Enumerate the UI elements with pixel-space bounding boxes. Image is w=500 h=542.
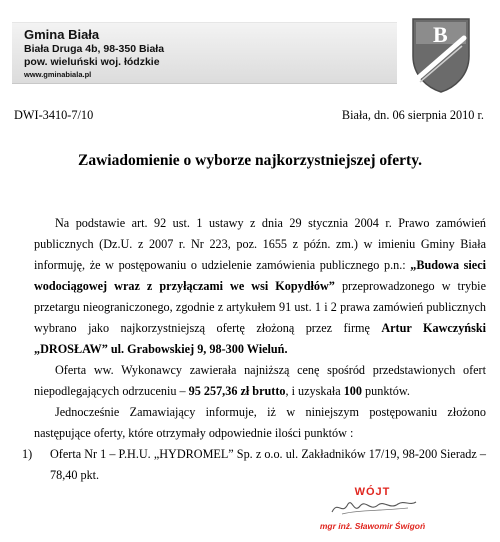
- winning-contractor: Artur Kawczyński „DROSŁAW” ul. Grabowskiej 9, 98-300 Wieluń.: [34, 321, 486, 356]
- paragraph-3: Jednocześnie Zamawiający informuje, iż w niniejszym postępowaniu złożono następujące oferty, które otrzymały odpowiednie ilości punktów :: [34, 405, 486, 440]
- paragraph-1: [34, 213, 486, 360]
- list-item: [22, 444, 486, 486]
- org-website: www.gminabiala.pl: [24, 70, 92, 79]
- signatory-name: mgr inż. Sławomir Świgoń: [319, 521, 426, 531]
- paragraph-2-text-c: punktów.: [361, 384, 410, 398]
- paragraph-2-text-b: , i uzyskała: [285, 384, 344, 398]
- document-body: [22, 213, 486, 486]
- handwritten-signature: [328, 496, 418, 518]
- letterhead: [12, 14, 482, 92]
- signature-stamp: [310, 486, 435, 536]
- crest-letter: B: [433, 22, 448, 47]
- offer-number: 1): [22, 447, 33, 461]
- document-title: Zawiadomienie o wyborze najkorzystniejszej oferty.: [78, 152, 422, 169]
- place-and-date: Biała, dn. 06 sierpnia 2010 r.: [341, 108, 484, 122]
- project-name: „Budowa sieci wodociągowej wraz z przyłączami we wsi Kopydłów”: [34, 258, 486, 293]
- paragraph-1-text-a: Na podstawie art. 92 ust. 1 ustawy z dnia 29 stycznia 2004 r. Prawo zamówień publicznych (Dz.U. z 2007 r. Nr 223, poz. 1655 z późn. zm.) w imieniu Gminy Biała informuję, że w postępowaniu o udzielenie zamówienia publicznego p.n.:: [34, 216, 486, 272]
- offers-list: [22, 444, 486, 486]
- reference-number: DWI-3410-7/10: [14, 108, 94, 122]
- org-address: Biała Druga 4b, 98-350 Biała: [24, 43, 165, 55]
- paragraph-2: [34, 360, 486, 402]
- org-name: Gmina Biała: [24, 27, 100, 42]
- paragraph-2-text-a: Oferta ww. Wykonawcy zawierała najniższą cenę spośród przedstawionych ofert niepodlegających odrzuceniu –: [34, 363, 486, 398]
- paragraph-1-text-b: przeprowadzonego w trybie przetargu nieograniczonego, zgodnie z artykułem 91 ust. 1 i 2 prawa zamówień publicznych wybrano jako najkorzystniejszą ofertę złożoną przez firmę: [34, 279, 486, 335]
- winning-price: 95 257,36 zł brutto: [188, 384, 286, 398]
- coat-of-arms-icon: [410, 16, 472, 94]
- winning-points: 100: [343, 384, 362, 398]
- org-district: pow. wieluński woj. łódzkie: [24, 56, 160, 68]
- offer-text: Oferta Nr 1 – P.H.U. „HYDROMEL” Sp. z o.o. ul. Zakładników 17/19, 98-200 Sieradz – 78,40 pkt.: [50, 447, 486, 482]
- letterhead-text: [24, 26, 164, 80]
- signature-title: WÓJT: [354, 486, 391, 498]
